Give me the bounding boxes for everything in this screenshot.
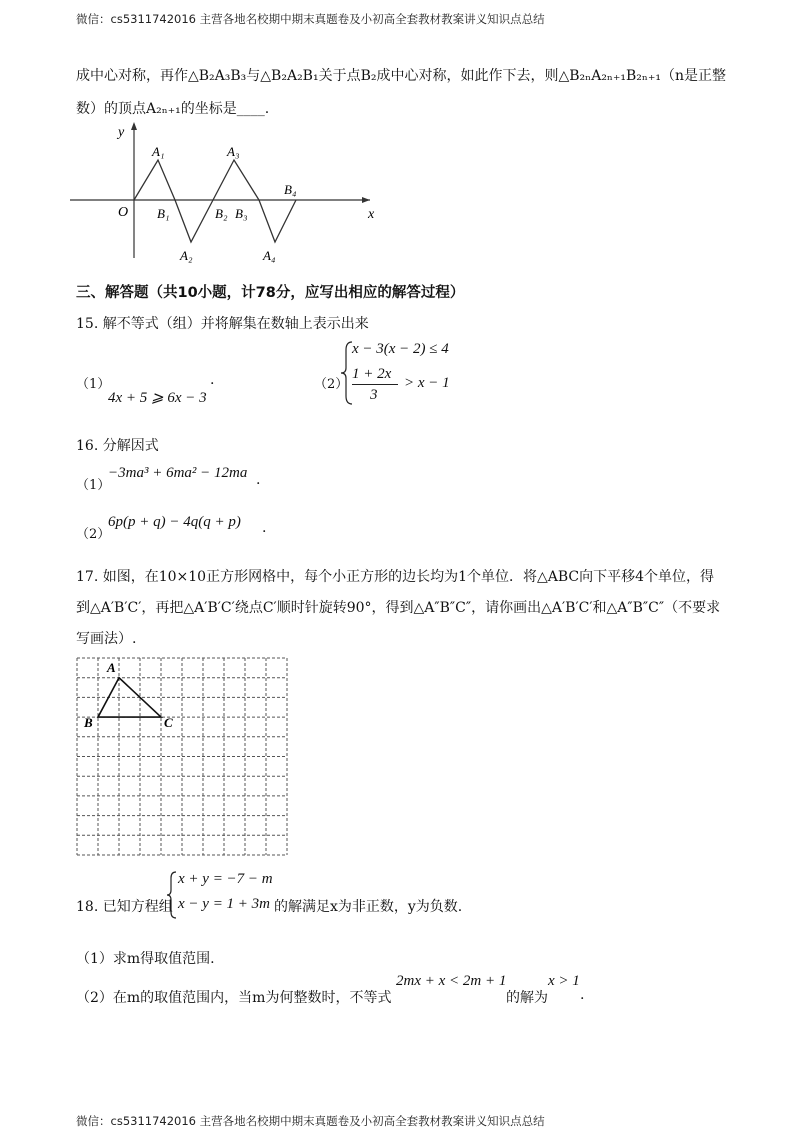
q17-line3: 写画法）. — [76, 631, 137, 647]
label-A2: A₂ — [180, 248, 193, 263]
label-B2: B₂ — [215, 206, 228, 221]
page-footer: 微信：cs5311742016 主营各地名校期中期末真题卷及小初高全套教材教案讲义知识点总结 — [76, 1114, 545, 1128]
q16-part2-label: （2） — [76, 527, 111, 542]
q15-part2-denominator: 3 — [370, 387, 378, 403]
q15-part2-numerator: 1 + 2x — [352, 366, 392, 382]
section-heading: 三、解答题（共10小题，计78分，应写出相应的解答过程） — [76, 285, 465, 301]
q18-part2-a: （2）在m的取值范围内，当m为何整数时，不等式 — [76, 990, 392, 1006]
origin-label: O — [118, 205, 129, 220]
q16-part1-end: . — [256, 472, 261, 488]
q16-part2-expr: 6p(p + q) − 4q(q + p) — [108, 514, 241, 530]
q16-part2-end: . — [262, 520, 267, 536]
q15-part2-line1: x − 3(x − 2) ≤ 4 — [352, 341, 449, 357]
label-A1: A₁ — [152, 144, 165, 159]
q18-part1: （1）求m得取值范围. — [76, 951, 215, 967]
square-grid-10x10 — [74, 655, 292, 857]
q14-line1: 成中心对称，再作△B₂A₃B₃与△B₂A₂B₁关于点B₂成中心对称，如此作下去，则△B₂ₙA₂ₙ₊₁B₂ₙ₊₁（n是正整 — [76, 68, 726, 84]
q14-line2: 数）的顶点A₂ₙ₊₁的坐标是____. — [76, 101, 270, 117]
y-axis-arrow — [131, 122, 137, 130]
label-B1: B₁ — [157, 206, 170, 221]
q16-part1-expr: −3ma³ + 6ma² − 12ma — [108, 465, 248, 481]
q18-brace — [166, 870, 178, 920]
q15-part2-label: （2） — [314, 377, 349, 392]
label-B4: B₄ — [284, 182, 297, 197]
q15-part1-label: （1） — [76, 377, 111, 392]
zigzag-graph — [70, 118, 390, 263]
q18-part2-solution: x > 1 — [548, 973, 580, 989]
q16-title: 16. 分解因式 — [76, 438, 159, 454]
q15-part1-end: . — [210, 372, 215, 388]
label-B: B — [84, 715, 93, 730]
x-label: x — [368, 207, 375, 222]
page-header: 微信：cs5311742016 主营各地名校期中期末真题卷及小初高全套教材教案讲义知识点总结 — [76, 12, 545, 26]
q15-part1-expr: 4x + 5 ⩾ 6x − 3 — [108, 390, 207, 406]
q17-line2: 到△A′B′C′，再把△A′B′C′绕点C′顺时针旋转90°，得到△A″B″C″，请你画出△A′B′C′和△A″B″C″（不要求 — [76, 600, 721, 616]
q18-part2-end: . — [580, 987, 585, 1003]
q18-eq1: x + y = −7 − m — [178, 871, 273, 887]
q18-part2-b: 的解为 — [506, 990, 548, 1006]
q17-line1: 17. 如图，在10×10正方形网格中，每个小正方形的边长均为1个单位．将△ABC向下平移4个单位，得 — [76, 569, 715, 585]
q15-fraction-bar — [352, 384, 398, 385]
label-A3: A₃ — [227, 144, 240, 159]
q16-part1-label: （1） — [76, 478, 111, 493]
label-B3: B₃ — [235, 206, 248, 221]
q18-suffix: 的解满足x为非正数，y为负数. — [274, 899, 463, 915]
q15-title: 15. 解不等式（组）并将解集在数轴上表示出来 — [76, 316, 369, 332]
q15-part2-rhs: > x − 1 — [404, 375, 450, 391]
label-C: C — [164, 715, 173, 730]
q18-prefix: 18. 已知方程组 — [76, 899, 173, 915]
y-label: y — [118, 125, 125, 140]
label-A: A — [107, 660, 116, 675]
zigzag-line — [134, 160, 296, 242]
x-axis-arrow — [362, 197, 370, 203]
q18-eq2: x − y = 1 + 3m — [178, 896, 271, 912]
q18-part2-inequality: 2mx + x < 2m + 1 — [396, 973, 507, 989]
label-A4: A₄ — [263, 248, 276, 263]
